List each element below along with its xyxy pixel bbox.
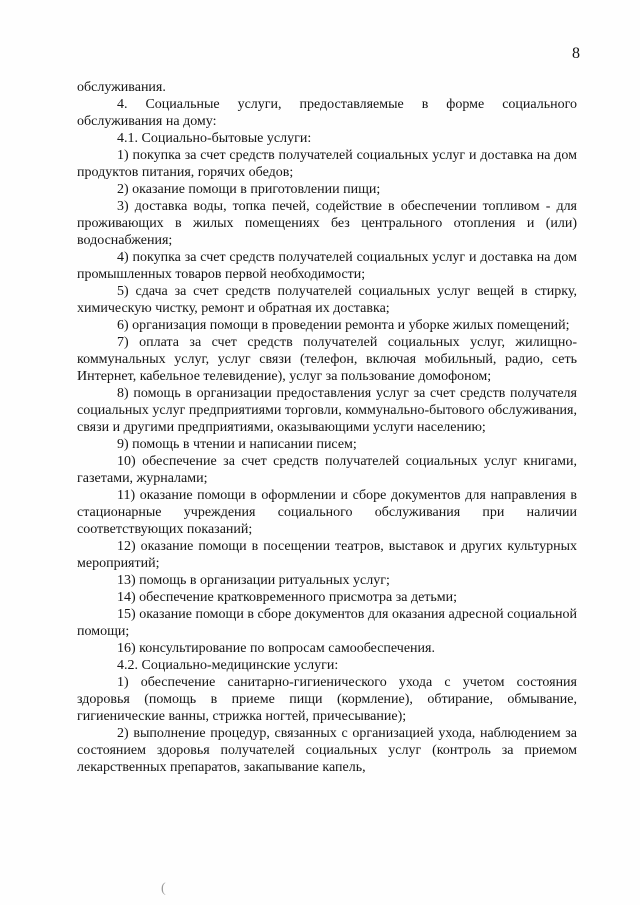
list-item-4-1-2: 2) оказание помощи в приготовлении пищи;: [117, 182, 381, 197]
list-item-4-1-6: 6) организация помощи в проведении ремонта и уборке жилых помещений;: [117, 318, 570, 333]
margin-mark: (: [161, 881, 166, 896]
list-item-4-1-5: 5) сдача за счет средств получателей социальных услуг вещей в стирку, химическую чистку, ремонт и обратная их доставка;: [77, 284, 577, 316]
page-number: 8: [572, 45, 580, 62]
list-item-4-1-14: 14) обеспечение кратковременного присмотра за детьми;: [117, 590, 458, 605]
list-item-4-1-13: 13) помощь в организации ритуальных услуг;: [117, 573, 390, 588]
list-item-4-1-7: 7) оплата за счет средств получателей социальных услуг, жилищно-коммунальных услуг, услуг связи (телефон, включая мобильный, радио, сеть Интернет, кабельное телевидение), услуг за пользование домофоном;: [77, 335, 577, 384]
list-item-4-1-16: 16) консультирование по вопросам самообеспечения.: [117, 641, 435, 656]
list-item-4-1-15: 15) оказание помощи в сборе документов для оказания адресной социальной помощи;: [77, 607, 577, 639]
section-4-1-heading: 4.1. Социально-бытовые услуги:: [117, 131, 312, 146]
list-item-4-1-9: 9) помощь в чтении и написании писем;: [117, 437, 357, 452]
section-4-2-heading: 4.2. Социально-медицинские услуги:: [117, 658, 339, 673]
list-item-4-1-4: 4) покупка за счет средств получателей социальных услуг и доставка на дом промышленных товаров первой необходимости;: [77, 250, 577, 282]
list-item-4-2-1: 1) обеспечение санитарно-гигиенического ухода с учетом состояния здоровья (помощь в приеме пищи (кормление), обтирание, обмывание, гигиенические ванны, стрижка ногтей, причесывание);: [77, 675, 577, 724]
list-item-4-1-1: 1) покупка за счет средств получателей социальных услуг и доставка на дом продуктов питания, горячих обедов;: [77, 148, 577, 180]
document-body: [77, 79, 577, 776]
list-item-4-1-12: 12) оказание помощи в посещении театров, выставок и других культурных мероприятий;: [77, 539, 577, 571]
list-item-4-1-11: 11) оказание помощи в оформлении и сборе документов для направления в стационарные учреждения социального обслуживания при наличии соответствующих показаний;: [77, 488, 577, 537]
list-item-4-2-2: 2) выполнение процедур, связанных с организацией ухода, наблюдением за состоянием здоровья получателей социальных услуг (контроль за приемом лекарственных препаратов, закапывание капель,: [77, 726, 577, 775]
paragraph-continuation: обслуживания.: [77, 80, 166, 95]
list-item-4-1-8: 8) помощь в организации предоставления услуг за счет средств получателя социальных услуг предприятиями торговли, коммунально-бытового обслуживания, связи и другими предприятиями, оказывающими услуги населению;: [77, 386, 577, 435]
section-4-heading: 4. Социальные услуги, предоставляемые в форме социального обслуживания на дому:: [77, 97, 577, 129]
list-item-4-1-10: 10) обеспечение за счет средств получателей социальных услуг книгами, газетами, журналами;: [77, 454, 577, 486]
list-item-4-1-3: 3) доставка воды, топка печей, содействие в обеспечении топливом - для проживающих в жилых помещениях без центрального отопления и (или) водоснабжения;: [77, 199, 577, 248]
